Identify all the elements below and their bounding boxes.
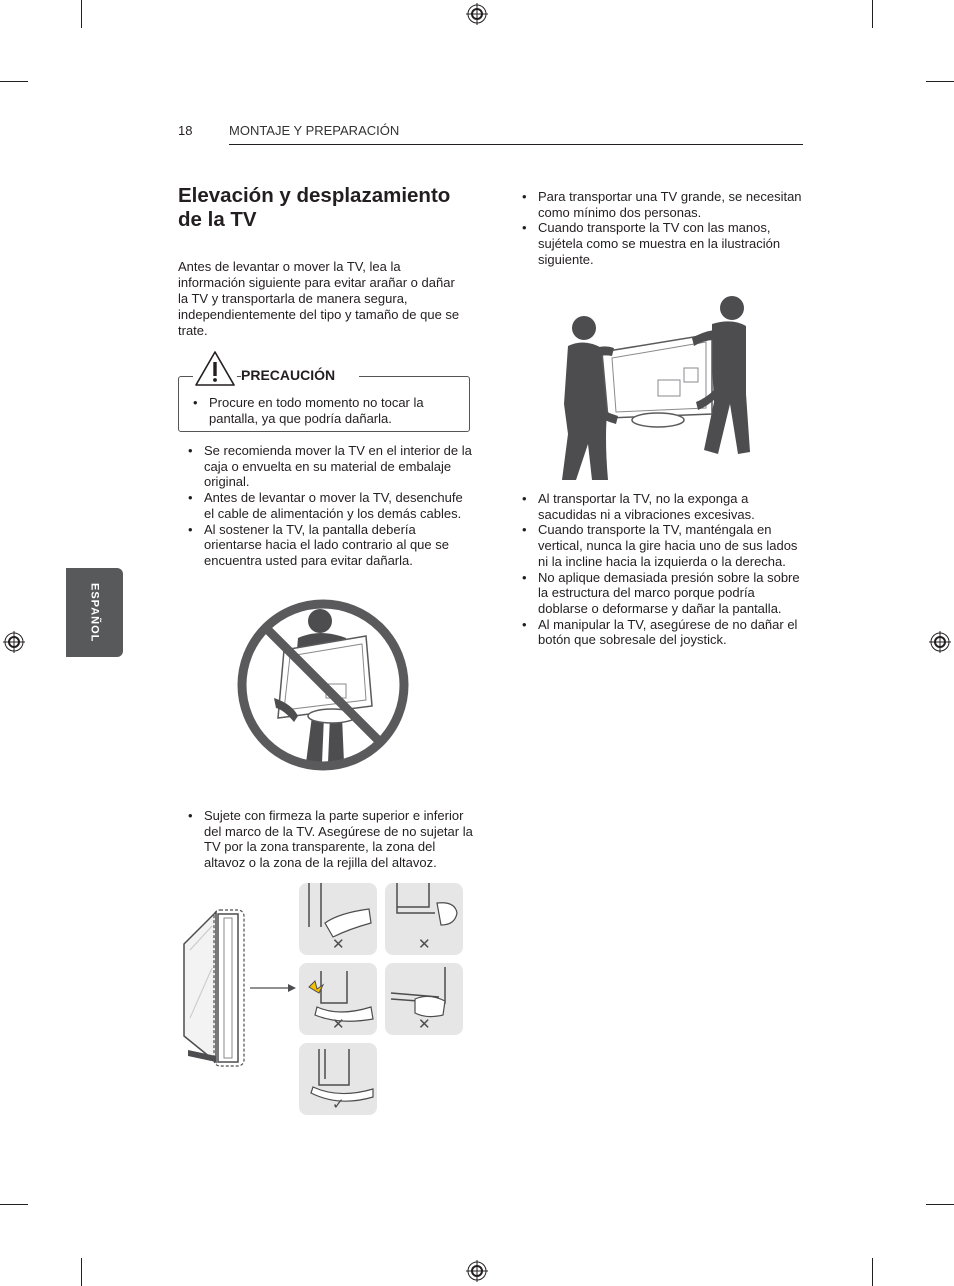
registration-mark-icon	[466, 1260, 488, 1282]
list-item: • Se recomienda mover la TV en el interior de la caja o envuelta en su material de embalaje original.	[178, 443, 474, 490]
warning-triangle-icon	[193, 350, 237, 388]
header-rule	[229, 144, 803, 145]
list-item: • Sujete con firmeza la parte superior e inferior del marco de la TV. Asegúrese de no sujetar la TV por la zona transparente, la zona del altavoz o la zona de la rejilla del altavoz.	[178, 808, 474, 871]
crop-mark	[0, 81, 28, 82]
grip-panel	[299, 883, 377, 955]
wrong-mark-icon: ✕	[332, 936, 345, 953]
prohibited-single-carry-illustration	[236, 598, 410, 772]
crop-mark	[81, 0, 82, 28]
registration-mark-icon	[3, 631, 25, 653]
list-item: • Para transportar una TV grande, se necesitan como mínimo dos personas.	[512, 189, 804, 220]
crop-mark	[872, 1258, 873, 1286]
two-person-carry-illustration	[562, 294, 754, 482]
list-item: • Cuando transporte la TV, manténgala en vertical, nunca la gire hacia uno de sus lados ni la incline hacia la izquierda o la derecha.	[512, 522, 804, 569]
crop-mark	[0, 1204, 28, 1205]
bullet-list	[178, 808, 474, 871]
grip-panel	[299, 1043, 377, 1115]
bullet-list	[512, 189, 804, 268]
page-number: 18	[178, 123, 193, 138]
grip-panel	[299, 963, 377, 1035]
list-item: • Al transportar la TV, no la exponga a sacudidas ni a vibraciones excesivas.	[512, 491, 804, 522]
check-mark-icon: ✓	[332, 1096, 345, 1113]
registration-mark-icon	[929, 631, 951, 653]
crop-mark	[926, 81, 954, 82]
wrong-mark-icon: ✕	[418, 1016, 431, 1033]
language-tab-label: ESPAÑOL	[88, 582, 101, 643]
list-item: • Procure en todo momento no tocar la pantalla, ya que podría dañarla.	[183, 395, 463, 426]
list-item: • No aplique demasiada presión sobre la sobre la estructura del marco porque podría doblarse o deformarse y dañar la pantalla.	[512, 570, 804, 617]
intro-paragraph: Antes de levantar o mover la TV, lea la información siguiente para evitar arañar o dañar la TV y transportarla de manera segura, independientemente del tipo y tamaño de que se trate.	[178, 259, 460, 338]
wrong-mark-icon: ✕	[418, 936, 431, 953]
caution-list	[183, 395, 463, 426]
caution-label: PRECAUCIÓN	[241, 367, 359, 383]
bullet-list	[178, 443, 474, 569]
page-title: Elevación y desplazamiento de la TV	[178, 184, 451, 231]
registration-mark-icon	[466, 3, 488, 25]
wrong-mark-icon: ✕	[332, 1016, 345, 1033]
section-title: MONTAJE Y PREPARACIÓN	[229, 123, 400, 138]
grip-panel	[385, 883, 463, 955]
list-item: • Antes de levantar o mover la TV, desenchufe el cable de alimentación y los demás cables.	[178, 490, 474, 521]
crop-mark	[872, 0, 873, 28]
list-item: • Cuando transporte la TV con las manos, sujétela como se muestra en la ilustración siguiente.	[512, 220, 804, 267]
tv-frame-side-illustration	[180, 908, 290, 1072]
list-item: • Al manipular la TV, asegúrese de no dañar el botón que sobresale del joystick.	[512, 617, 804, 648]
list-item: • Al sostener la TV, la pantalla debería orientarse hacia el lado contrario al que se encuentra usted para evitar dañarla.	[178, 522, 474, 569]
grip-panel	[385, 963, 463, 1035]
crop-mark	[926, 1204, 954, 1205]
crop-mark	[81, 1258, 82, 1286]
bullet-list	[512, 491, 804, 648]
